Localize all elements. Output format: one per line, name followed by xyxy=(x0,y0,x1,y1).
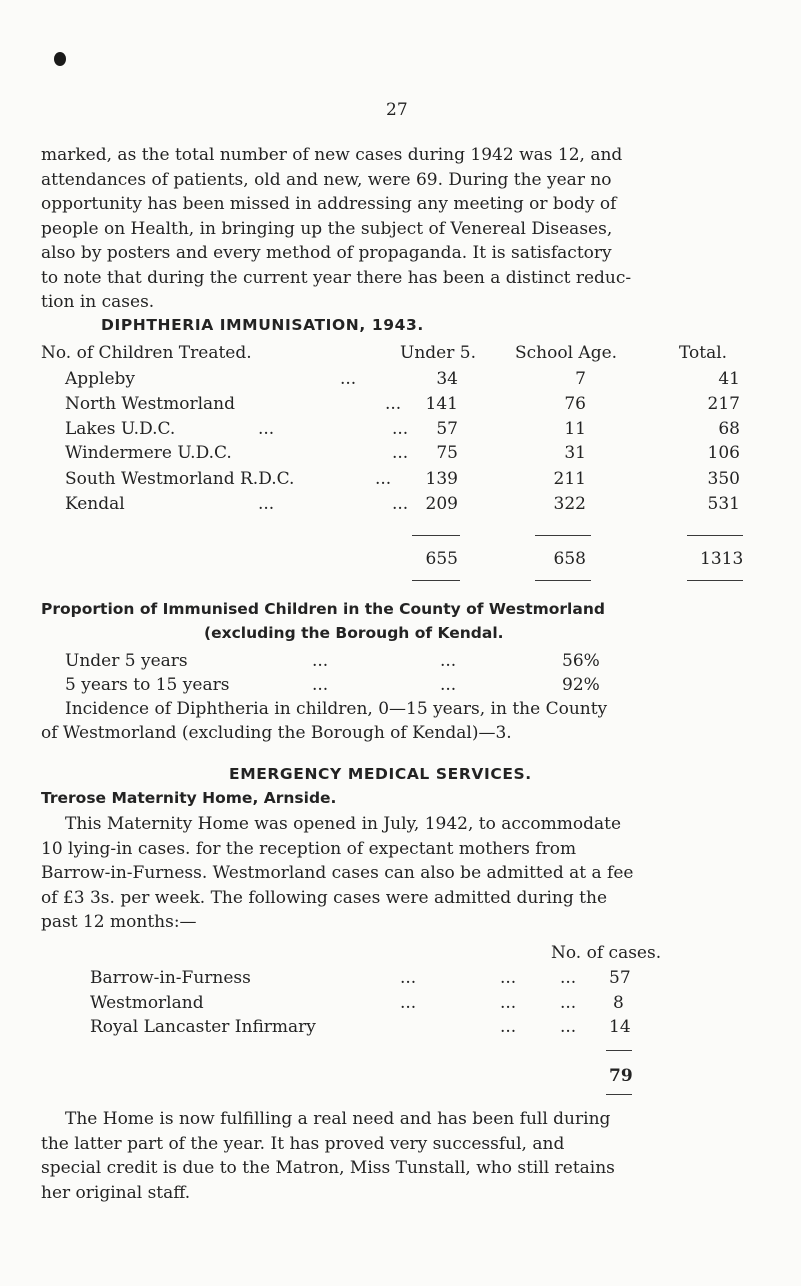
header-school-age: School Age. xyxy=(515,343,618,363)
cases-rule-bottom xyxy=(606,1094,632,1095)
row-leader: ... xyxy=(440,651,457,671)
row-leader: ... xyxy=(258,494,275,514)
rule-school-bottom xyxy=(535,580,591,581)
row-name: Windermere U.D.C. xyxy=(65,443,232,463)
text-line: marked, as the total number of new cases during 1942 was 12, and xyxy=(41,145,623,165)
intro-paragraph xyxy=(41,143,761,315)
cell-total: 41 xyxy=(718,369,740,389)
row-name: Kendal xyxy=(65,494,125,514)
header-under-5: Under 5. xyxy=(400,343,476,363)
row-leader: ... xyxy=(312,675,329,695)
row-leader: ... xyxy=(392,419,409,439)
closing-paragraph xyxy=(41,1107,761,1205)
cases-header: No. of cases. xyxy=(551,943,662,963)
row-leader: ... xyxy=(385,394,402,414)
total-school-age: 658 xyxy=(553,549,586,569)
rule-total-bottom xyxy=(687,580,743,581)
row-leader: ... xyxy=(392,494,409,514)
text-line: opportunity has been missed in addressing any meeting or body of xyxy=(41,194,617,214)
text-line: The Home is now fulfilling a real need and has been full during xyxy=(65,1109,611,1129)
cases-label: Royal Lancaster Infirmary xyxy=(90,1017,316,1037)
cell-school-age: 211 xyxy=(553,469,586,489)
emergency-paragraph xyxy=(41,812,761,935)
text-line: past 12 months:— xyxy=(41,912,197,932)
page-number: 27 xyxy=(386,100,408,120)
row-leader: ... xyxy=(560,968,577,988)
cell-school-age: 31 xyxy=(564,443,586,463)
cell-total: 531 xyxy=(707,494,740,514)
row-leader: ... xyxy=(340,369,357,389)
cell-total: 350 xyxy=(707,469,740,489)
row-leader: ... xyxy=(392,443,409,463)
cases-total: 79 xyxy=(609,1066,633,1086)
row-leader: ... xyxy=(400,993,417,1013)
emergency-heading: EMERGENCY MEDICAL SERVICES. xyxy=(229,765,532,783)
cell-under-5: 141 xyxy=(425,394,458,414)
row-name: Appleby xyxy=(65,369,136,389)
row-name: North Westmorland xyxy=(65,394,236,414)
row-name: South Westmorland R.D.C. xyxy=(65,469,295,489)
rule-under-5-top xyxy=(412,535,460,536)
text-line: also by posters and every method of propaganda. It is satisfactory xyxy=(41,243,612,263)
total-total: 1313 xyxy=(700,549,744,569)
proportion-label: 5 years to 15 years xyxy=(65,675,230,695)
cell-total: 68 xyxy=(718,419,740,439)
cases-rule-top xyxy=(606,1050,632,1051)
row-leader: ... xyxy=(312,651,329,671)
rule-under-5-bottom xyxy=(412,580,460,581)
row-name: Lakes U.D.C. xyxy=(65,419,176,439)
cell-under-5: 34 xyxy=(436,369,458,389)
row-leader: ... xyxy=(375,469,392,489)
cell-total: 106 xyxy=(707,443,740,463)
cases-label: Barrow-in-Furness xyxy=(90,968,251,988)
incidence-line: Incidence of Diphtheria in children, 0—15 years, in the County xyxy=(65,699,608,719)
cases-value: 57 xyxy=(609,968,631,988)
text-line: 10 lying-in cases. for the reception of expectant mothers from xyxy=(41,838,577,859)
proportion-label: Under 5 years xyxy=(65,651,188,671)
text-line: Barrow-in-Furness. Westmorland cases can also be admitted at a fee xyxy=(41,863,634,883)
rule-total-top xyxy=(687,535,743,536)
row-leader: ... xyxy=(500,968,517,988)
text-line: attendances of patients, old and new, were 69. During the year no xyxy=(41,169,612,190)
header-children-treated: No. of Children Treated. xyxy=(41,343,252,363)
row-leader: ... xyxy=(560,1017,577,1037)
text-line: people on Health, in bringing up the subject of Venereal Diseases, xyxy=(41,218,613,239)
row-leader: ... xyxy=(400,968,417,988)
cell-under-5: 139 xyxy=(425,469,458,489)
incidence-line: of Westmorland (excluding the Borough of Kendal)—3. xyxy=(41,723,512,743)
text-line: special credit is due to the Matron, Miss Tunstall, who still retains xyxy=(41,1158,615,1178)
cell-under-5: 57 xyxy=(436,419,458,439)
maternity-home-heading: Trerose Maternity Home, Arnside. xyxy=(41,789,337,807)
cases-value: 14 xyxy=(609,1017,631,1037)
text-line: to note that during the current year there has been a distinct reduc- xyxy=(41,267,632,288)
proportion-value: 56% xyxy=(562,651,600,671)
text-line: tion in cases. xyxy=(41,292,155,312)
cell-school-age: 7 xyxy=(575,369,586,389)
text-line: This Maternity Home was opened in July, 1942, to accommodate xyxy=(65,814,622,834)
row-leader: ... xyxy=(500,993,517,1013)
cell-school-age: 322 xyxy=(553,494,586,514)
proportion-subheading: (excluding the Borough of Kendal. xyxy=(204,624,504,642)
cases-value: 8 xyxy=(613,993,624,1013)
cell-total: 217 xyxy=(707,394,740,414)
row-leader: ... xyxy=(500,1017,517,1037)
text-line: her original staff. xyxy=(41,1182,191,1203)
row-leader: ... xyxy=(258,419,275,439)
cell-under-5: 75 xyxy=(436,443,458,463)
header-total: Total. xyxy=(679,343,728,363)
row-leader: ... xyxy=(440,675,457,695)
total-under-5: 655 xyxy=(425,549,458,569)
proportion-heading: Proportion of Immunised Children in the County of Westmorland xyxy=(41,600,605,618)
text-line: of £3 3s. per week. The following cases were admitted during the xyxy=(41,887,608,908)
cell-school-age: 11 xyxy=(564,419,586,439)
proportion-value: 92% xyxy=(562,675,600,695)
cell-school-age: 76 xyxy=(564,394,586,414)
cell-under-5: 209 xyxy=(425,494,458,514)
punch-hole-mark xyxy=(54,52,66,66)
text-line: the latter part of the year. It has proved very successful, and xyxy=(41,1133,565,1154)
rule-school-top xyxy=(535,535,591,536)
diphtheria-heading: DIPHTHERIA IMMUNISATION, 1943. xyxy=(101,316,424,334)
row-leader: ... xyxy=(560,993,577,1013)
cases-label: Westmorland xyxy=(90,993,204,1013)
